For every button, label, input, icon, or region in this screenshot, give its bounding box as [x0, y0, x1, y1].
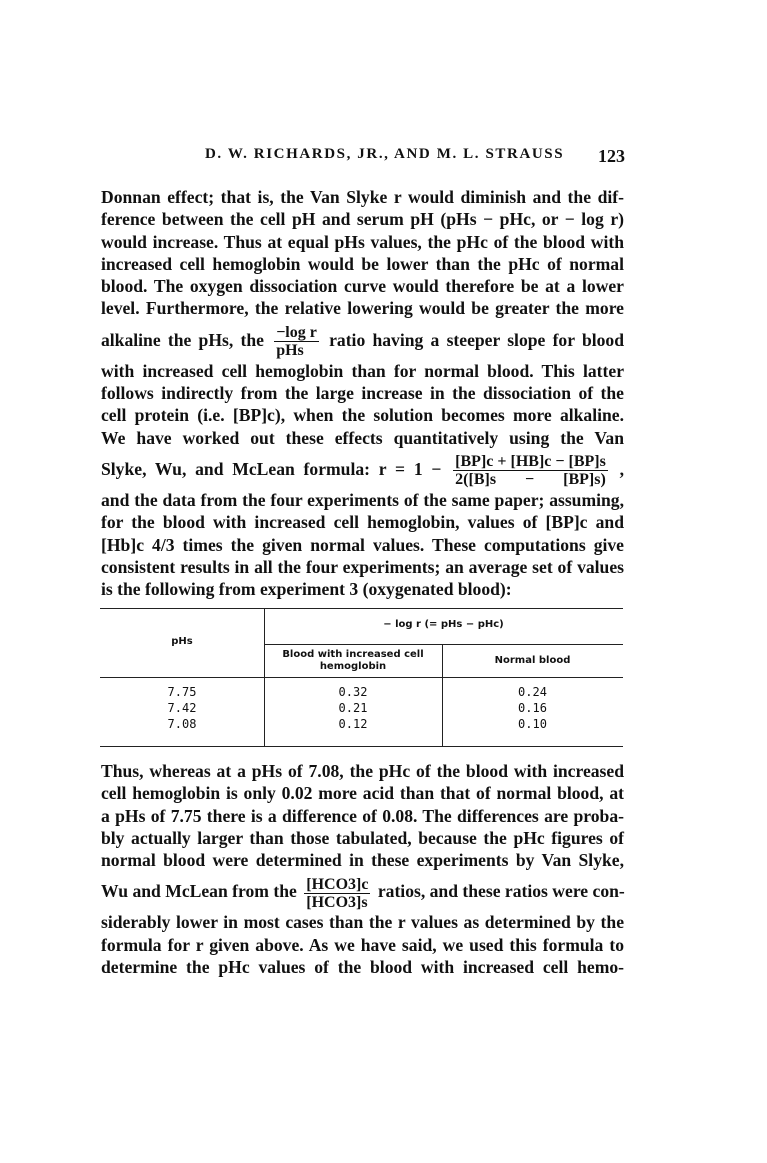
table-cell-increased: 0.32 [338, 685, 368, 699]
table-top-rule [100, 608, 623, 609]
text-line: increased cell hemoglobin would be lower than the pHc of normal [101, 253, 624, 274]
text-line: siderably lower in most cases than the r values as determined by the [101, 912, 624, 933]
data-table [100, 608, 623, 746]
text-line: cell hemoglobin is only 0.02 more acid than that of normal blood, at [101, 783, 624, 804]
text-line: is the following from experiment 3 (oxygenated blood): [101, 579, 512, 600]
fraction-numerator: −log r [276, 324, 317, 342]
table-cell-ph: 7.75 [167, 685, 197, 699]
text-line: Thus, whereas at a pHs of 7.08, the pHc of the blood with increased [101, 761, 624, 781]
text-line: We have worked out these effects quantitatively using the Van [101, 427, 624, 448]
text-line-with-fraction [101, 320, 624, 360]
formula-line [101, 449, 624, 489]
table-bottom-rule [100, 746, 623, 747]
table-cell-normal: 0.24 [518, 685, 547, 699]
text-segment: Slyke, Wu, and McLean formula: r = 1 − [101, 458, 442, 479]
table-group-header: − log r (= pHs − pHc) [383, 619, 504, 630]
text-line: a pHs of 7.75 there is a difference of 0.08. The differences are proba- [101, 805, 624, 826]
text-line: determine the pHc values of the blood with increased cell hemo- [101, 957, 624, 978]
fraction-denominator: pHs [276, 342, 304, 360]
fraction-denominator: 2([B]s − [BP]s) [455, 471, 606, 489]
page-number: 123 [598, 146, 625, 166]
table-cell-normal: 0.10 [518, 717, 547, 731]
page-header [100, 146, 625, 172]
table-cell-normal: 0.16 [518, 701, 547, 715]
fraction-numerator: [HCO3]c [306, 875, 369, 893]
text-line: ference between the cell pH and serum pH (pHs − pHc, or − log r) [101, 209, 624, 230]
paragraph-1 [101, 186, 624, 600]
paragraph-2 [101, 760, 624, 978]
fraction-numerator: [BP]c + [HB]c − [BP]s [455, 453, 606, 471]
running-head: D. W. RICHARDS, JR., AND M. L. STRAUSS [205, 146, 565, 162]
text-line: for the blood with increased cell hemoglobin, values of [BP]c and [101, 512, 624, 533]
text-line: [Hb]c 4/3 times the given normal values. These computations give [101, 534, 624, 555]
text-line: formula for r given above. As we have said, we used this formula to [101, 934, 624, 955]
text-line: and the data from the four experiments of the same paper; assuming, [101, 489, 624, 510]
text-segment: Wu and McLean from the [101, 881, 297, 902]
table-group-rule [264, 644, 623, 645]
text-line-with-fraction [101, 871, 624, 911]
text-line: Donnan effect; that is, the Van Slyke r would diminish and the dif- [101, 187, 624, 207]
text-segment: , [619, 458, 624, 479]
bicarbonate-ratio-fraction [304, 876, 370, 911]
fraction-denominator: [HCO3]s [306, 893, 368, 911]
text-line: with increased cell hemoglobin than for normal blood. This latter [101, 360, 624, 381]
van-slyke-formula-fraction [453, 453, 608, 488]
table-column-header: Normal blood [494, 655, 571, 666]
text-line: follows indirectly from the large increase in the dissociation of the [101, 383, 624, 404]
table-row-header: pHs [171, 636, 193, 647]
text-line: cell protein (i.e. [BP]c), when the solution becomes more alkaline. [101, 405, 624, 426]
text-line: would increase. Thus at equal pHs values, the pHc of the blood with [101, 231, 624, 252]
table-cell-increased: 0.21 [338, 701, 368, 715]
text-segment: ratio having a steeper slope for blood [329, 329, 624, 350]
table-cell-increased: 0.12 [338, 717, 368, 731]
text-line: blood. The oxygen dissociation curve would therefore be at a lower [101, 276, 624, 297]
table-cell-ph: 7.08 [167, 717, 197, 731]
text-line: bly actually larger than those tabulated, because the pHc figures of [101, 827, 624, 848]
text-line: normal blood were determined in these experiments by Van Slyke, [101, 850, 624, 871]
text-line: consistent results in all the four experiments; an average set of values [101, 556, 624, 577]
table-header-rule [100, 677, 623, 678]
table-column-header: Blood with increased cell hemoglobin [282, 649, 424, 672]
text-segment: alkaline the pHs, the [101, 329, 264, 350]
text-segment: ratios, and these ratios were con- [377, 881, 625, 902]
table-cell-ph: 7.42 [167, 701, 197, 715]
log-r-over-phs-fraction [274, 324, 319, 359]
text-line: level. Furthermore, the relative lowering would be greater the more [101, 298, 624, 319]
